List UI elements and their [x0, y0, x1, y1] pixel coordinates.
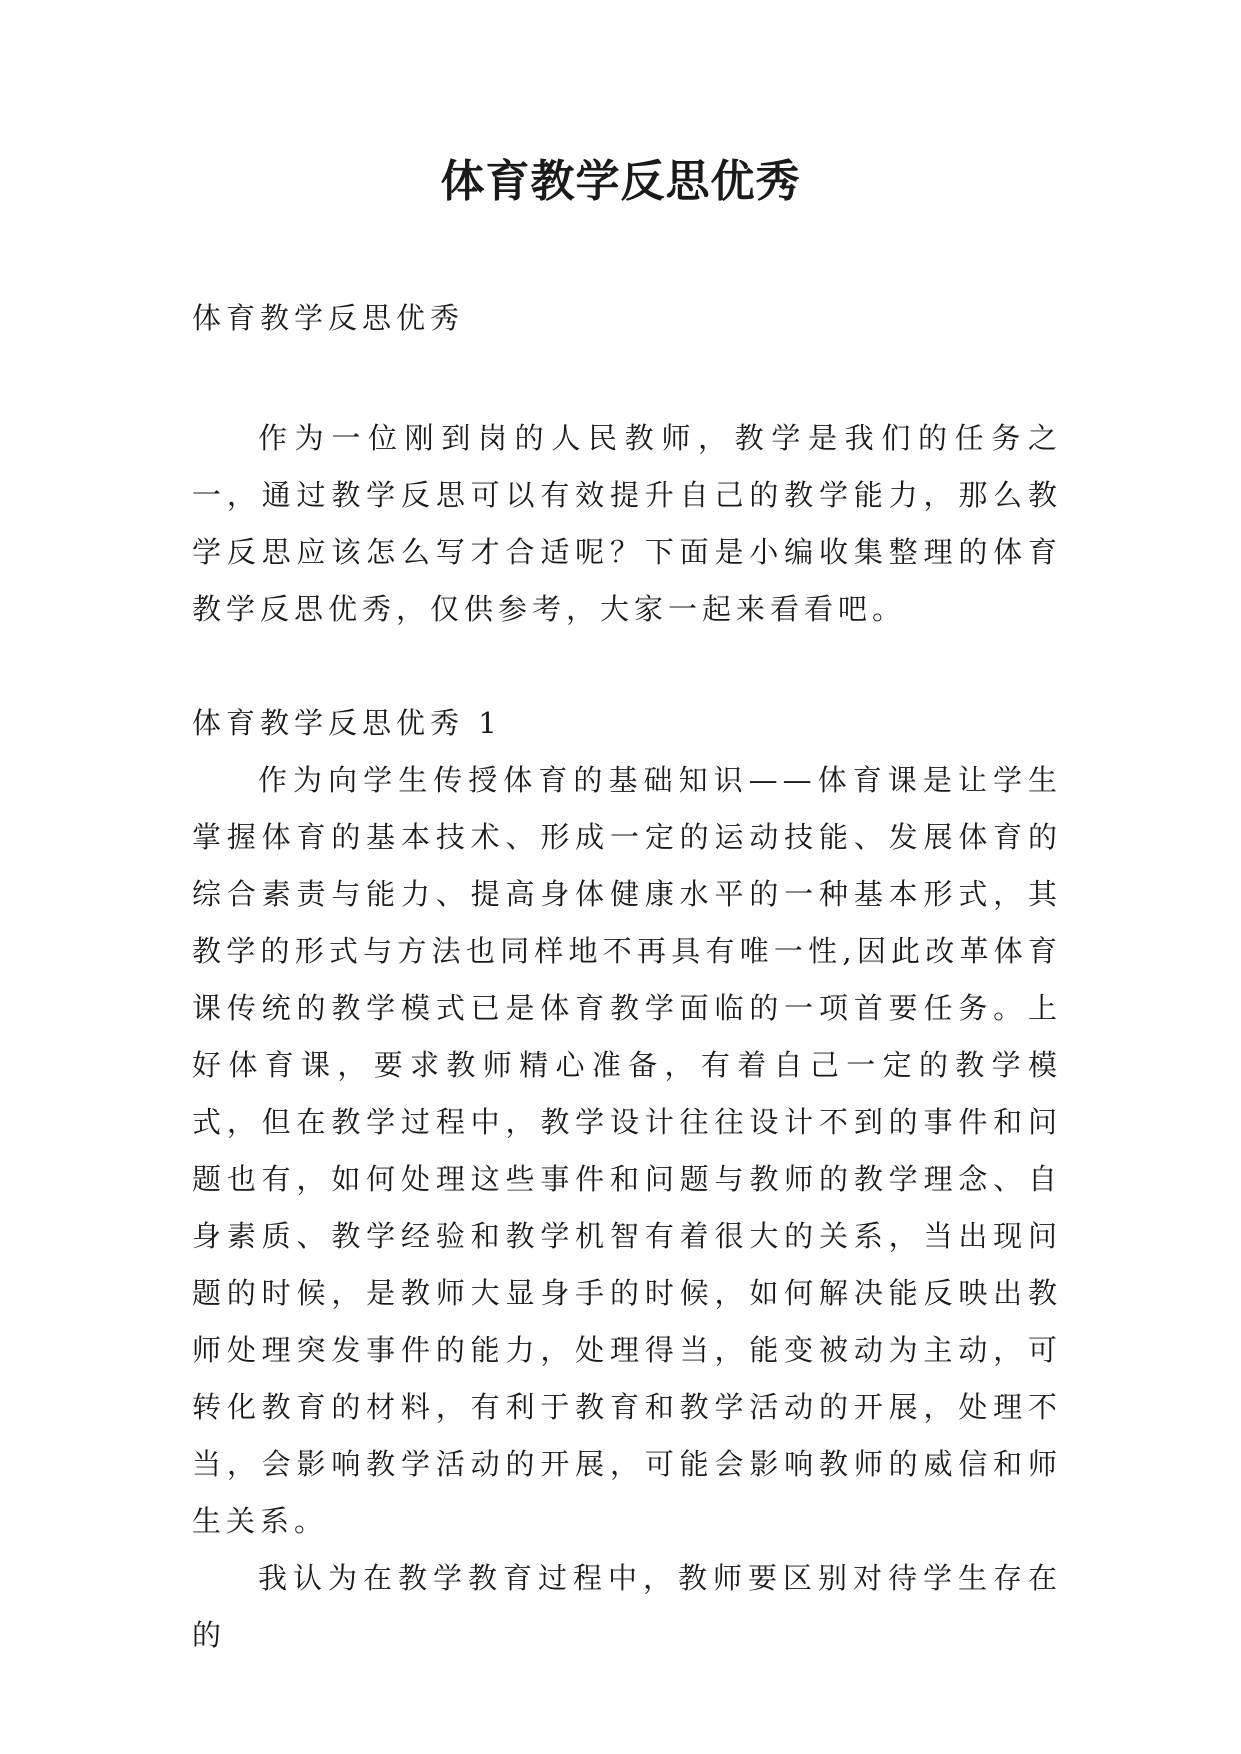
- spacer: [192, 347, 1062, 410]
- document-body: [192, 290, 1062, 1664]
- spacer: [192, 638, 1062, 695]
- body-paragraph: 我认为在教学教育过程中，教师要区别对待学生存在的: [192, 1561, 1062, 1652]
- document-subtitle: 体育教学反思优秀: [192, 301, 465, 335]
- section-heading: 体育教学反思优秀 1: [192, 706, 502, 740]
- intro-paragraph: 作为一位刚到岗的人民教师，教学是我们的任务之一，通过教学反思可以有效提升自己的教学能力，那么教学反思应该怎么写才合适呢？下面是小编收集整理的体育教学反思优秀，仅供参考，大家一起来看看吧。: [192, 421, 1062, 626]
- body-paragraph: 作为向学生传授体育的基础知识——体育课是让学生掌握体育的基本技术、形成一定的运动技能、发展体育的综合素责与能力、提高身体健康水平的一种基本形式，其教学的形式与方法也同样地不再具有唯一性,因此改革体育课传统的教学模式已是体育教学面临的一项首要任务。上好体育课，要求教师精心准备，有着自己一定的教学模式，但在教学过程中，教学设计往往设计不到的事件和问题也有，如何处理这些事件和问题与教师的教学理念、自身素质、教学经验和教学机智有着很大的关系，当出现问题的时候，是教师大显身手的时候，如何解决能反映出教师处理突发事件的能力，处理得当，能变被动为主动，可转化教育的材料，有利于教育和教学活动的开展，处理不当，会影响教学活动的开展，可能会影响教师的威信和师生关系。: [192, 763, 1062, 1538]
- document-title: 体育教学反思优秀: [440, 156, 801, 207]
